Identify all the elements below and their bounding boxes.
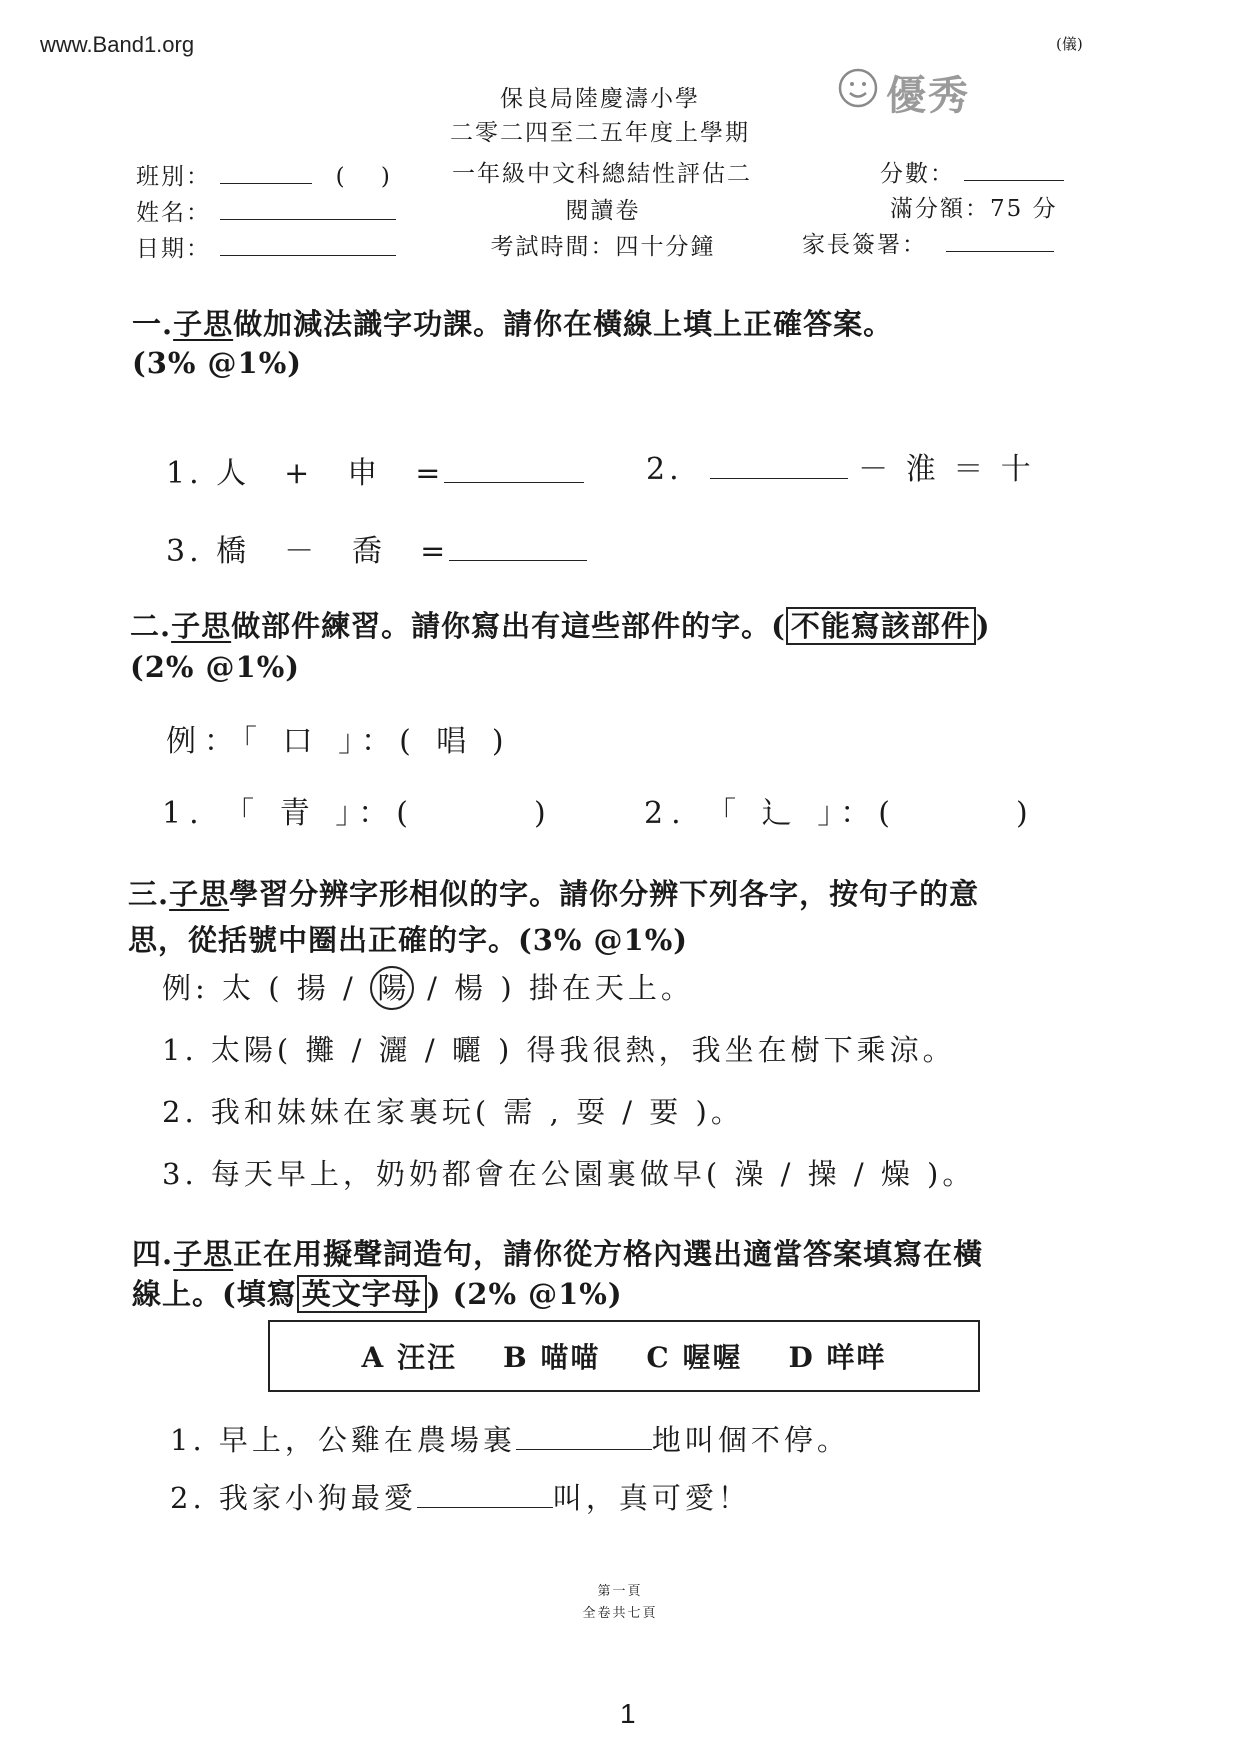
class-blank[interactable]	[220, 183, 312, 184]
q4-choice-a: A 汪汪	[361, 1341, 457, 1374]
q1-item-2-number: 2.	[646, 452, 683, 487]
q4-boxed-note: 英文字母	[297, 1275, 427, 1313]
class-field	[136, 158, 392, 191]
q1-item-3-number: 3.	[166, 534, 203, 569]
q2-title	[130, 604, 991, 645]
q4-item-2-post: 叫，真可愛！	[552, 1481, 751, 1515]
q3-example-post: / 楊 ) 掛在天上。	[427, 971, 694, 1005]
q3-title	[128, 872, 979, 913]
paper-title: 閱讀卷	[565, 198, 641, 224]
q1-title	[132, 302, 893, 343]
q3-example-circled: 陽	[370, 966, 414, 1010]
q2-name: 子思	[171, 609, 232, 643]
q4-choice-d: D 咩咩	[788, 1341, 887, 1374]
q4-item-2-blank[interactable]	[417, 1507, 553, 1508]
smiley-face-icon	[836, 66, 880, 110]
exam-title: 一年級中文科總結性評估二	[452, 161, 752, 187]
q1-item-2-blank[interactable]	[710, 478, 848, 479]
date-label: 日期：	[136, 236, 211, 262]
q1-item-1-number: 1.	[166, 456, 203, 491]
stamp-text: 優秀	[886, 72, 970, 119]
score-blank[interactable]	[964, 180, 1064, 181]
q1-marks: (3% @1%)	[132, 346, 303, 380]
corner-mark: (儀)	[1056, 35, 1083, 53]
q4-item-2-pre: 2. 我家小狗最愛	[170, 1481, 417, 1515]
q1-name: 子思	[173, 307, 234, 341]
q1-item-3-expr: 橋 － 喬 =	[216, 534, 450, 569]
q3-instruction: 學習分辨字形相似的字。請你分辨下列各字，按句子的意	[229, 877, 980, 911]
q2-item-2-text: 2. 「 辶 」：(	[644, 796, 898, 831]
q2-example: 例：「 口 」：( 唱 )	[166, 724, 512, 759]
q1-item-3	[166, 526, 587, 570]
q4-choice-c: C 喔喔	[646, 1341, 743, 1374]
school-name: 保良局陸慶濤小學	[500, 86, 700, 112]
q4-item-1-post: 地叫個不停。	[651, 1423, 850, 1457]
date-field	[136, 230, 396, 263]
q3-name: 子思	[169, 877, 230, 911]
parent-sign-label: 家長簽署：	[802, 232, 927, 258]
q3-title-line2: 思，從括號中圈出正確的字。(3% @1%)	[128, 923, 689, 957]
parent-sign-field	[802, 226, 1054, 259]
q1-item-1-expr: 人 + 申 =	[216, 456, 445, 491]
q2-instruction: 做部件練習。請你寫出有這些部件的字。(	[231, 609, 786, 643]
page-number: 1	[620, 1698, 636, 1729]
full-marks: 滿分額：75 分	[890, 196, 1058, 222]
q2-number: 二.	[130, 609, 172, 643]
parent-sign-blank[interactable]	[946, 251, 1054, 252]
date-blank[interactable]	[220, 255, 396, 256]
q2-item-2	[644, 788, 1036, 832]
q4-title-line2	[132, 1272, 623, 1313]
q3-number: 三.	[128, 877, 170, 911]
q4-item-1	[170, 1418, 850, 1459]
class-number-paren: ( )	[335, 164, 392, 190]
name-field	[136, 194, 396, 227]
q4-line2-post: ) (2% @1%)	[426, 1277, 623, 1311]
q1-item-2-expr: － 淮 ＝ 十	[858, 452, 1035, 487]
q2-item-1-text: 1. 「 青 」：(	[162, 796, 416, 831]
q3-example-pre: 例: 太 ( 揚 /	[162, 971, 357, 1005]
q1-item-2	[646, 444, 1035, 488]
q2-boxed-note: 不能寫該部件	[786, 607, 976, 645]
q3-item-3[interactable]: 3. 每天早上，奶奶都會在公園裏做早( 澡 / 操 / 燥 )。	[162, 1157, 976, 1191]
q3-example	[162, 966, 694, 1010]
teacher-stamp	[836, 62, 976, 118]
q3-item-2[interactable]: 2. 我和妹妹在家裏玩( 需 , 耍 / 要 )。	[162, 1095, 744, 1129]
q1-item-1-blank[interactable]	[444, 482, 584, 483]
score-label: 分數：	[880, 161, 955, 187]
q2-title-end: )	[975, 609, 991, 643]
name-blank[interactable]	[220, 219, 396, 220]
q4-choice-box	[268, 1320, 980, 1392]
class-label: 班別：	[136, 164, 211, 190]
q1-instruction: 做加減法識字功課。請你在橫線上填上正確答案。	[233, 307, 894, 341]
q2-item-1	[162, 788, 554, 832]
q4-item-1-pre: 1. 早上，公雞在農場裏	[170, 1423, 516, 1457]
q3-item-1[interactable]: 1. 太陽( 攤 / 灑 / 曬 ) 得我很熱，我坐在樹下乘涼。	[162, 1033, 956, 1067]
school-year: 二零二四至二五年度上學期	[450, 120, 750, 146]
score-field	[880, 155, 1064, 188]
exam-time: 考試時間：四十分鐘	[490, 234, 716, 260]
q1-number: 一.	[132, 307, 174, 341]
q2-item-2-close: )	[1015, 796, 1036, 831]
total-pages-cn: 全卷共七頁	[582, 1606, 658, 1621]
q4-name: 子思	[173, 1237, 234, 1271]
page-label-cn: 第一頁	[597, 1584, 643, 1599]
q1-item-1	[166, 448, 584, 492]
q4-title	[132, 1232, 983, 1273]
q4-number: 四.	[132, 1237, 174, 1271]
q4-item-2	[170, 1476, 751, 1517]
site-url: www.Band1.org	[40, 32, 195, 57]
q2-marks: (2% @1%)	[130, 650, 301, 684]
name-label: 姓名：	[136, 200, 211, 226]
q4-instruction: 正在用擬聲詞造句，請你從方格內選出適當答案填寫在橫	[233, 1237, 984, 1271]
q4-choice-b: B 喵喵	[502, 1341, 601, 1374]
q2-item-1-close: )	[533, 796, 554, 831]
q1-item-3-blank[interactable]	[449, 560, 587, 561]
q4-item-1-blank[interactable]	[516, 1449, 652, 1450]
q4-line2-pre: 線上。(填寫	[132, 1277, 297, 1311]
